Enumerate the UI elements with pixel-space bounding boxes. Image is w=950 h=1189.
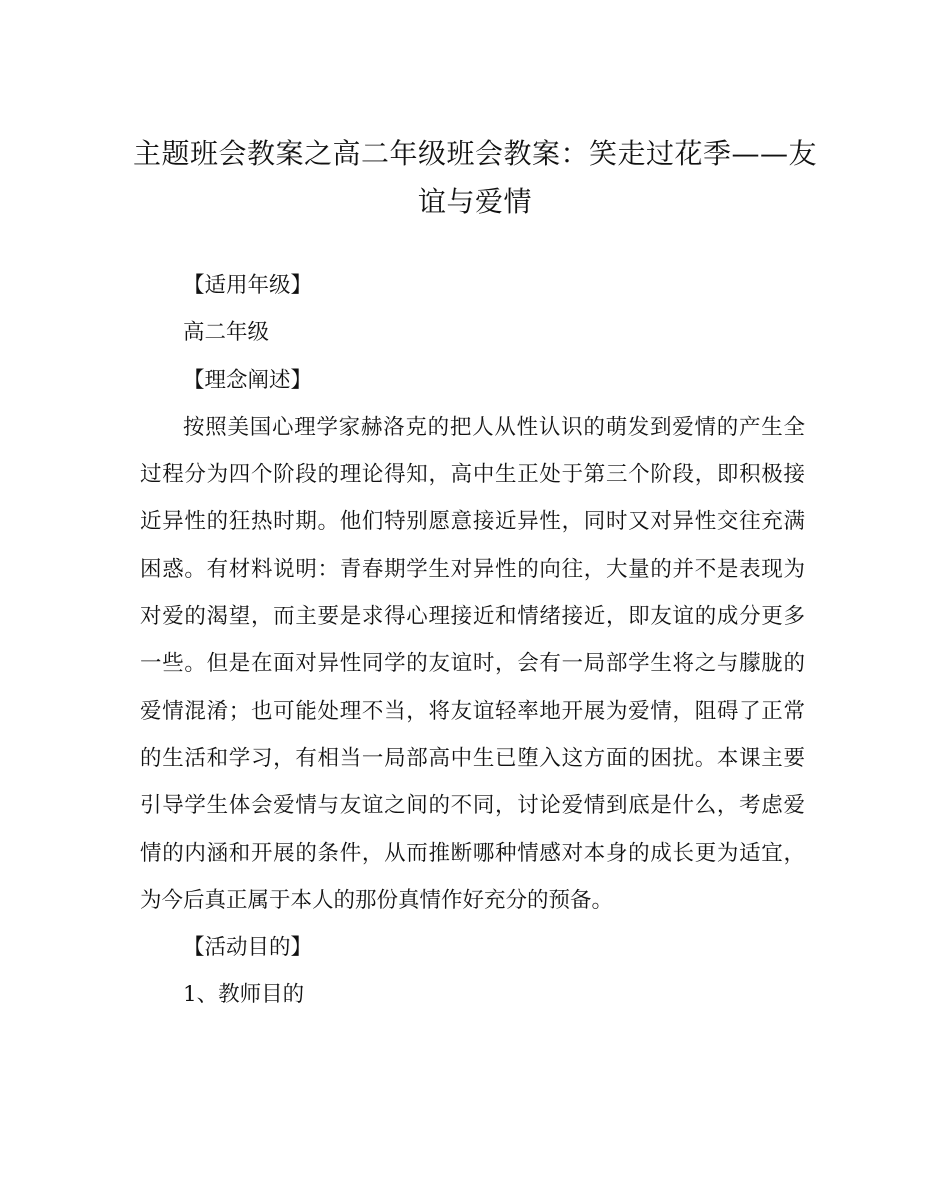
concept-paragraph: 按照美国心理学家赫洛克的把人从性认识的萌发到爱情的产生全过程分为四个阶段的理论得知，高中生正处于第三个阶段，即积极接近异性的狂热时期。他们特别愿意接近异性，同时又对异性交往充满困惑。有材料说明：青春期学生对异性的向往，大量的并不是表现为对爱的渴望，而主要是求得心理接近和情绪接近，即友谊的成分更多一些。但是在面对异性同学的友谊时，会有一局部学生将之与朦胧的爱情混淆；也可能处理不当，将友谊轻率地开展为爱情，阻碍了正常的生活和学习，有相当一局部高中生已堕入这方面的困扰。本课主要引导学生体会爱情与友谊之间的不同，讨论爱情到底是什么，考虑爱情的内涵和开展的条件，从而推断哪种情感对本身的成长更为适宜，为今后真正属于本人的那份真情作好充分的预备。	[140, 414, 805, 913]
grade-value: 高二年级	[183, 320, 270, 346]
document-body	[140, 262, 805, 1019]
goal-item-teacher: 1、教师目的	[183, 982, 305, 1008]
section-heading-grade: 【适用年级】	[183, 273, 313, 298]
document-title: 主题班会教案之高二年级班会教案：笑走过花季——友谊与爱情	[132, 137, 817, 218]
section-heading-goals: 【活动目的】	[183, 935, 313, 961]
section-heading-concept: 【理念阐述】	[183, 367, 313, 393]
